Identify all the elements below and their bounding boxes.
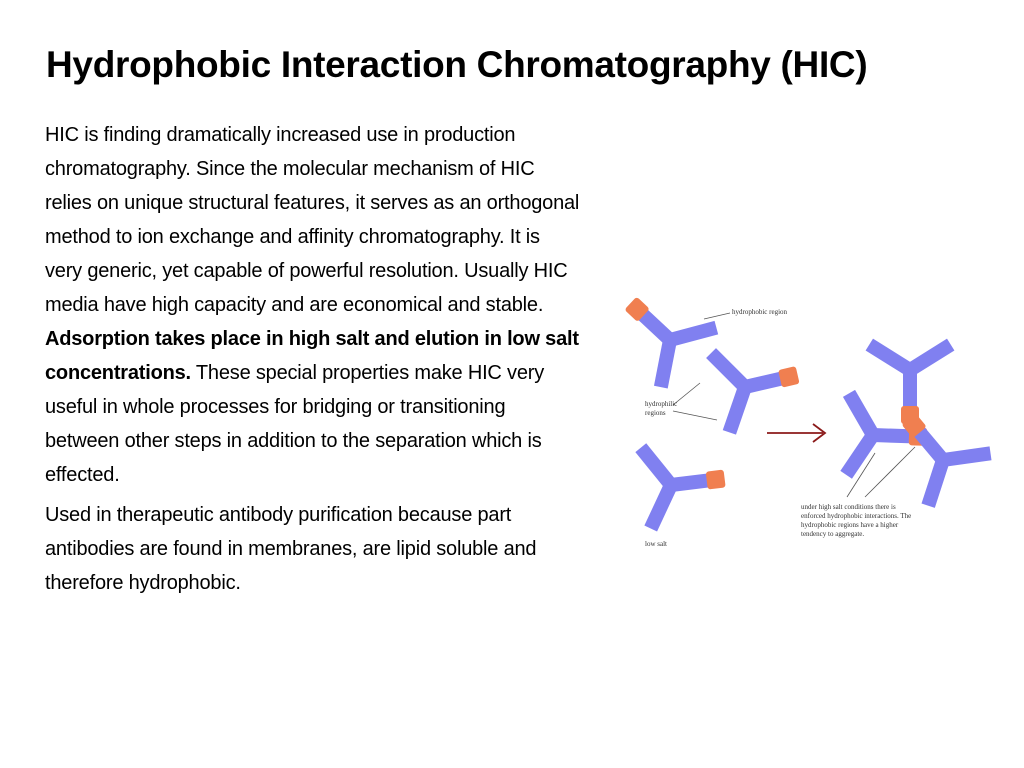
- pointer-aggregate-2: [865, 447, 915, 497]
- label-high-salt-line2: enforced hydrophobic interactions. The: [801, 512, 912, 520]
- antibody-1: [615, 285, 723, 394]
- antibody-4: [866, 339, 955, 424]
- antibody-2: [704, 332, 807, 438]
- transition-arrow: [767, 424, 825, 442]
- label-high-salt-line4: tendency to aggregate.: [801, 530, 865, 538]
- paragraph-text-continued: These special properties make HIC very useful in whole processes for bridging or transitioning between other steps in addition to the separation which is effected.: [45, 362, 545, 486]
- hydrophobic-patch: [706, 469, 726, 489]
- label-high-salt-line1: under high salt conditions there is: [801, 503, 896, 511]
- slide-title: Hydrophobic Interaction Chromatography (HIC): [46, 44, 868, 85]
- paragraph-hic-description: [45, 118, 580, 492]
- pointer-hydrophilic-2: [673, 411, 717, 420]
- paragraph-text: HIC is finding dramatically increased use in production chromatography. Since the molecular mechanism of HIC relies on unique structural features, it serves as an orthogonal method to ion exchange and affinity chromatography. It is very generic, yet capable of powerful resolution. Usually HIC media have high capacity and are economical and stable.: [45, 124, 580, 316]
- hic-antibody-diagram: [615, 285, 995, 560]
- label-hydrophilic-line2: regions: [645, 409, 666, 417]
- antibody-6: [874, 390, 995, 512]
- label-high-salt-line3: hydrophobic regions have a higher: [801, 521, 899, 529]
- antibody-3: [634, 434, 730, 533]
- slide-body: [45, 118, 580, 606]
- bold-adsorption-statement: Adsorption takes place in high salt and elution in low salt concentrations.: [45, 328, 579, 384]
- diagram-svg: [615, 285, 995, 560]
- pointer-hydrophobic-region: [704, 313, 730, 319]
- label-hydrophobic-region: hydrophobic region: [732, 308, 788, 316]
- paragraph-antibody-purification: Used in therapeutic antibody purification because part antibodies are found in membranes, are lipid soluble and therefore hydrophobic.: [45, 504, 537, 594]
- label-hydrophilic-line1: hydrophilic: [645, 400, 678, 408]
- label-low-salt: low salt: [645, 540, 667, 548]
